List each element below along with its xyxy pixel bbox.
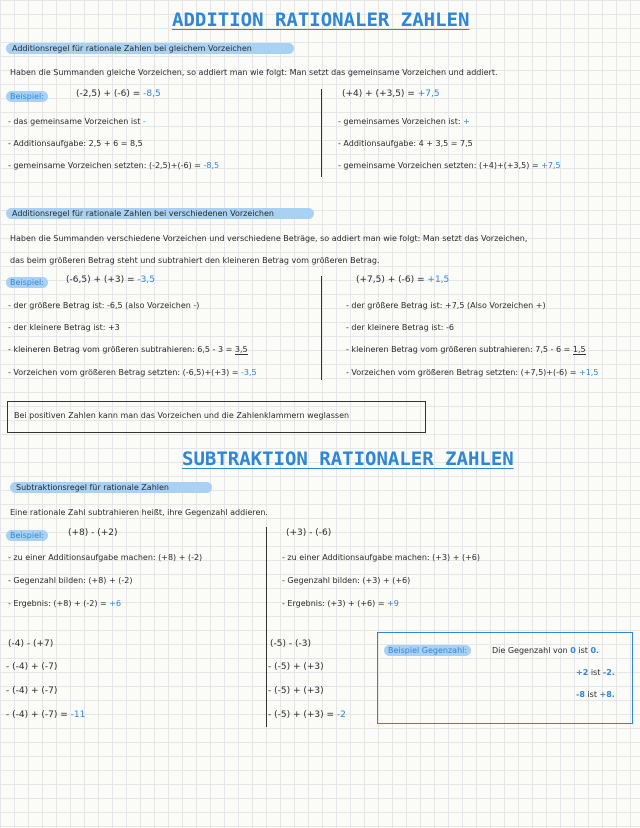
step-line [8,345,248,354]
calc-line [6,710,85,720]
step-line: - Gegenzahl bilden: (+8) + (-2) [8,576,133,585]
expr-result: +1,5 [427,275,450,285]
gegenzahl-text: Die Gegenzahl von [492,646,568,655]
gegenzahl-is: ist [590,668,601,677]
step-result: +6 [109,599,122,608]
step-line [346,345,586,354]
gegenzahl-label: Beispiel Gegenzahl: [384,645,471,656]
gegenzahl-to: -2. [602,668,615,677]
step-line: - Additionsaufgabe: 2,5 + 6 = 8,5 [8,139,143,148]
step-line: - Gegenzahl bilden: (+3) + (+6) [282,576,411,585]
example-label: Beispiel: [6,530,48,541]
step-line: - zu einer Additionsaufgabe machen: (+8) + (-2) [8,553,203,562]
step-line [8,368,257,377]
step-line: - der größere Betrag ist: -6,5 (also Vorzeichen -) [8,301,200,310]
calc-line [268,710,346,720]
gegenzahl-to: 0. [590,646,600,655]
rule-heading-same-sign: Additionsregel für rationale Zahlen bei gleichem Vorzeichen [6,43,294,54]
example-right-expression [356,275,449,285]
column-divider [321,89,322,177]
step-line [346,368,598,377]
calc-line: - (-4) + (-7) [6,662,58,672]
calc-text: - (-5) + (+3) = [268,710,337,720]
step-sign: + [463,117,470,126]
expr-result: +7,5 [417,89,440,99]
calc-line: - (-5) + (+3) [268,686,324,696]
step-line [8,117,146,126]
expr-text: (+7,5) + (-6) = [356,275,428,285]
calc-line: - (-5) + (+3) [268,662,324,672]
step-line [8,161,219,170]
page-title-subtraction: SUBTRAKTION RATIONALER ZAHLEN [182,448,514,470]
rule-text-different-sign-1: Haben die Summanden verschiedene Vorzeichen und verschiedene Beträge, so addiert man wie folgt: Man setzt das Vorzeichen, [10,234,528,243]
gegenzahl-is: ist [578,646,588,655]
step-text: - gemeinsame Vorzeichen setzten: (+4)+(+3,5) = [338,161,542,170]
calc-result: -11 [70,710,86,720]
gegenzahl-from: -8 [576,690,585,699]
calc-text: - (-4) + (-7) = [6,710,71,720]
step-text: - Vorzeichen vom größeren Betrag setzten: (+7,5)+(-6) = [346,368,580,377]
step-result: -3,5 [241,368,257,377]
step-line [338,161,561,170]
example-left-expression [76,89,161,99]
step-result: -8,5 [203,161,220,170]
column-divider [321,276,322,380]
gegenzahl-from: 0 [570,646,576,655]
gegenzahl-line [492,646,599,655]
step-line: - der kleinere Betrag ist: -6 [346,323,454,332]
rule-heading-different-sign: Additionsregel für rationale Zahlen bei verschiedenen Vorzeichen [6,208,314,219]
calc-line: (-4) - (+7) [8,639,54,649]
rule-heading-subtraction: Subtraktionsregel für rationale Zahlen [10,482,212,493]
example-label: Beispiel: [6,277,48,288]
example-left-expression: (+8) - (+2) [68,528,118,538]
expr-text: (-6,5) + (+3) = [66,275,138,285]
gegenzahl-line [576,690,615,699]
step-line [8,599,121,608]
gegenzahl-line [576,668,615,677]
example-right-expression [342,89,440,99]
page-title-addition: ADDITION RATIONALER ZAHLEN [172,9,470,31]
step-result: +7,5 [541,161,561,170]
rule-text-same-sign: Haben die Summanden gleiche Vorzeichen, so addiert man wie folgt: Man setzt das gemeinsame Vorzeichen und addiert. [10,68,498,77]
calc-result: -2 [336,710,346,720]
example-right-expression: (+3) - (-6) [286,528,332,538]
gegenzahl-is: ist [587,690,597,699]
step-line: - der größere Betrag ist: +7,5 (Also Vorzeichen +) [346,301,546,310]
calc-line: (-5) - (-3) [270,639,311,649]
expr-result: -3,5 [137,275,155,285]
step-result: +1,5 [579,368,599,377]
step-result: 1,5 [572,345,586,354]
step-text: - Vorzeichen vom größeren Betrag setzten: (-6,5)+(+3) = [8,368,242,377]
rule-text-subtraction: Eine rationale Zahl subtrahieren heißt, ihre Gegenzahl addieren. [10,508,268,517]
step-text: - kleineren Betrag vom größeren subtrahieren: 7,5 - 6 = [346,345,573,354]
expr-result: -8,5 [143,89,161,99]
step-line: - zu einer Additionsaufgabe machen: (+3) + (+6) [282,553,480,562]
example-left-expression [66,275,155,285]
step-text: - kleineren Betrag vom größeren subtrahieren: 6,5 - 3 = [8,345,235,354]
step-text: - das gemeinsame Vorzeichen ist [8,117,141,126]
column-divider [266,527,267,727]
step-line: - der kleinere Betrag ist: +3 [8,323,120,332]
rule-text-different-sign-2: das beim größeren Betrag steht und subtrahiert den kleineren Betrag vom größeren Betrag. [10,256,380,265]
calc-line: - (-4) + (-7) [6,686,58,696]
step-line: - Additionsaufgabe: 4 + 3,5 = 7,5 [338,139,473,148]
gegenzahl-from: +2 [576,668,589,677]
step-line [282,599,399,608]
step-text: - Ergebnis: (+8) + (-2) = [8,599,110,608]
step-result: +9 [387,599,399,608]
step-line [338,117,470,126]
note-text: Bei positiven Zahlen kann man das Vorzeichen und die Zahlenklammern weglassen [14,411,350,420]
step-sign: - [142,117,146,126]
step-text: - gemeinsames Vorzeichen ist: [338,117,461,126]
step-text: - Ergebnis: (+3) + (+6) = [282,599,388,608]
expr-text: (-2,5) + (-6) = [76,89,144,99]
expr-text: (+4) + (+3,5) = [342,89,418,99]
gegenzahl-to: +8. [599,690,615,699]
step-result: 3,5 [234,345,248,354]
step-text: - gemeinsame Vorzeichen setzten: (-2,5)+(-6) = [8,161,204,170]
example-label: Beispiel: [6,91,48,102]
